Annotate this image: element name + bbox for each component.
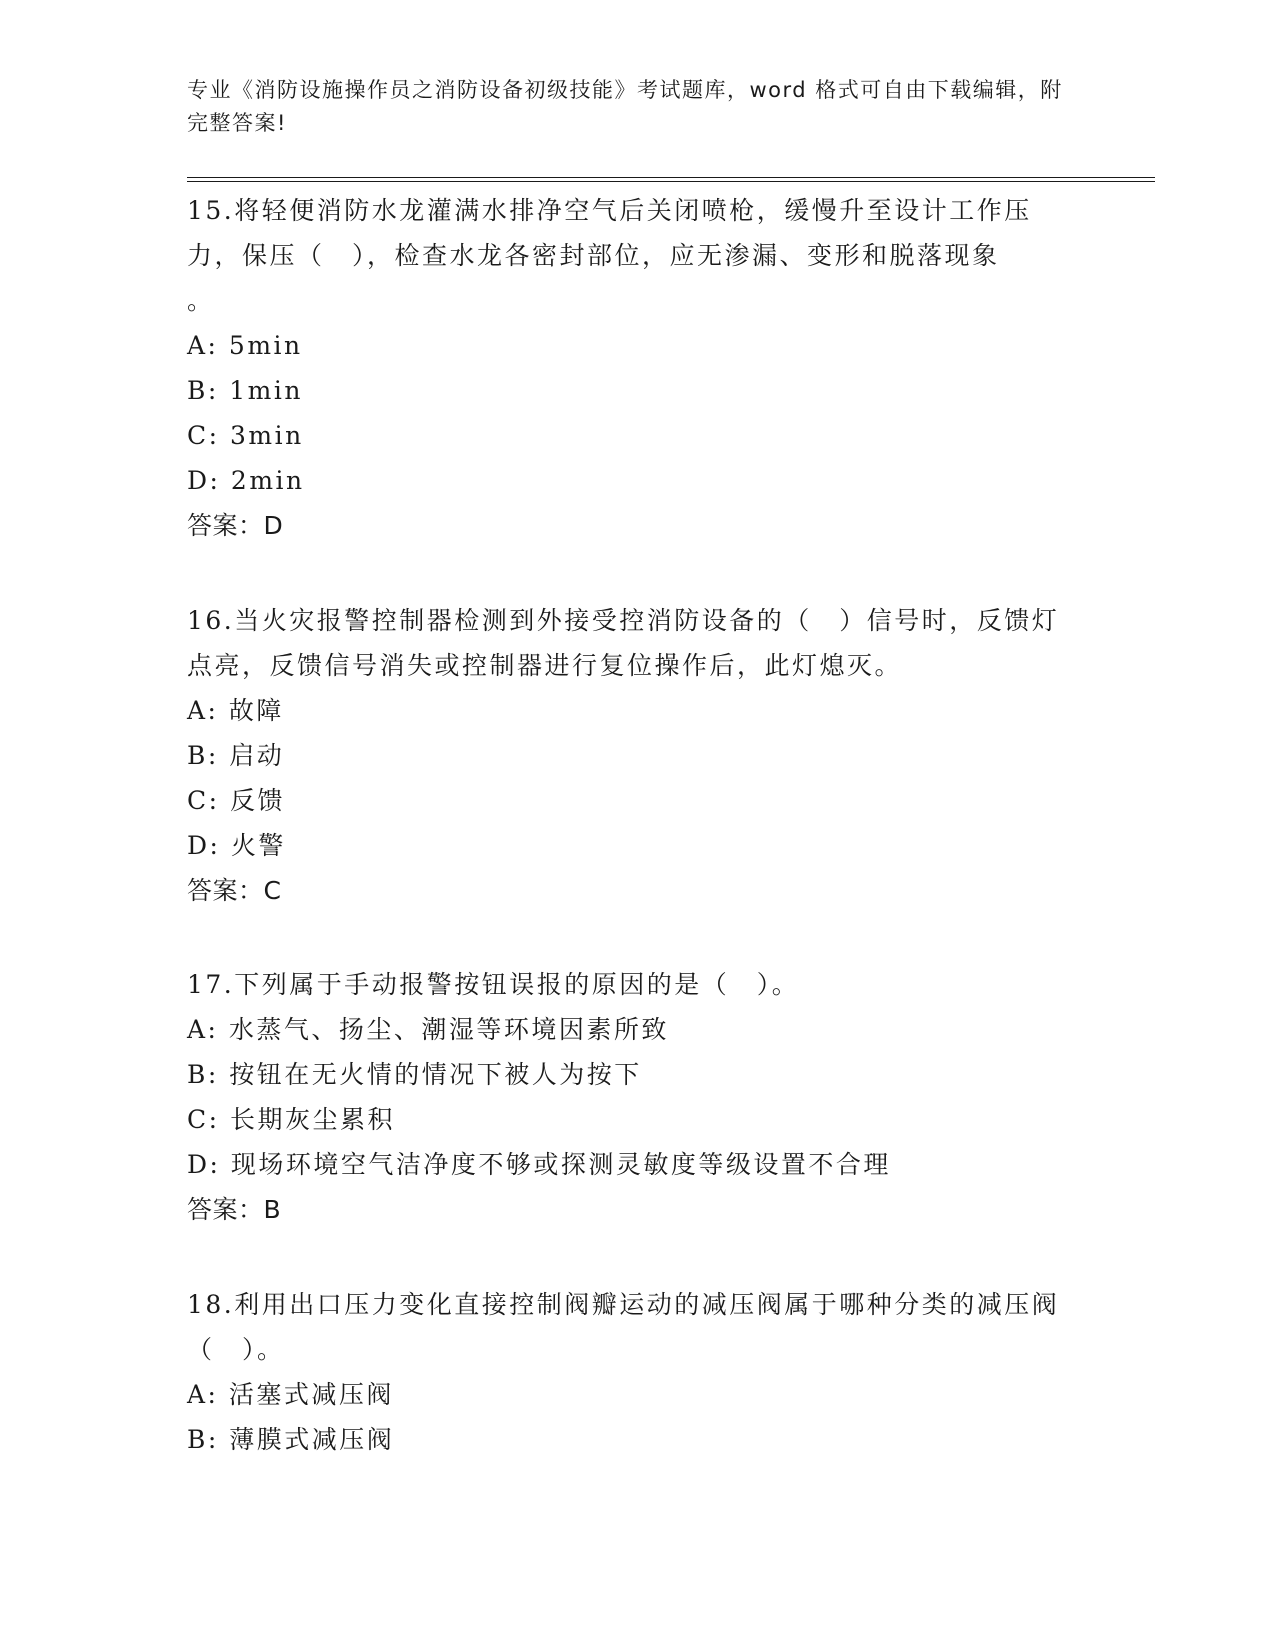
option-b: B: 1min (187, 376, 303, 405)
question-stem: 15.将轻便消防水龙灌满水排净空气后关闭喷枪，缓慢升至设计工作压力，保压（ ），检查水龙各密封部位，应无渗漏、变形和脱落现象 (187, 196, 1032, 270)
question-stem-tail: 。 (187, 286, 215, 315)
option-d: D: 2min (187, 466, 305, 495)
option-d: D: 火警 (187, 831, 286, 860)
answer: 答案：B (187, 1195, 282, 1224)
question-18 (187, 1282, 1067, 1462)
option-a: A: 故障 (187, 696, 284, 725)
option-a: A: 水蒸气、扬尘、潮湿等环境因素所致 (187, 1015, 669, 1044)
question-17 (187, 962, 1067, 1232)
option-b: B: 启动 (187, 741, 285, 770)
question-stem: 16.当火灾报警控制器检测到外接受控消防设备的（ ）信号时，反馈灯点亮，反馈信号消失或控制器进行复位操作后，此灯熄灭。 (187, 606, 1060, 680)
question-stem: 18.利用出口压力变化直接控制阀瓣运动的减压阀属于哪种分类的减压阀（ ）。 (187, 1290, 1060, 1364)
document-header: 专业《消防设施操作员之消防设备初级技能》考试题库，word 格式可自由下载编辑，附完整答案! (187, 78, 1063, 135)
answer: 答案：D (187, 511, 284, 540)
option-a: A: 活塞式减压阀 (187, 1380, 394, 1409)
question-16 (187, 598, 1067, 913)
question-stem: 17.下列属于手动报警按钮误报的原因的是（ ）。 (187, 970, 800, 999)
option-b: B: 按钮在无火情的情况下被人为按下 (187, 1060, 642, 1089)
option-a: A: 5min (187, 331, 303, 360)
option-b: B: 薄膜式减压阀 (187, 1425, 395, 1454)
question-15 (187, 188, 1067, 548)
answer: 答案：C (187, 876, 282, 905)
option-d: D: 现场环境空气洁净度不够或探测灵敏度等级设置不合理 (187, 1150, 891, 1179)
option-c: C: 3min (187, 421, 304, 450)
header-divider-top (187, 177, 1155, 178)
option-c: C: 长期灰尘累积 (187, 1105, 395, 1134)
header-divider-bottom (187, 181, 1155, 182)
option-c: C: 反馈 (187, 786, 285, 815)
